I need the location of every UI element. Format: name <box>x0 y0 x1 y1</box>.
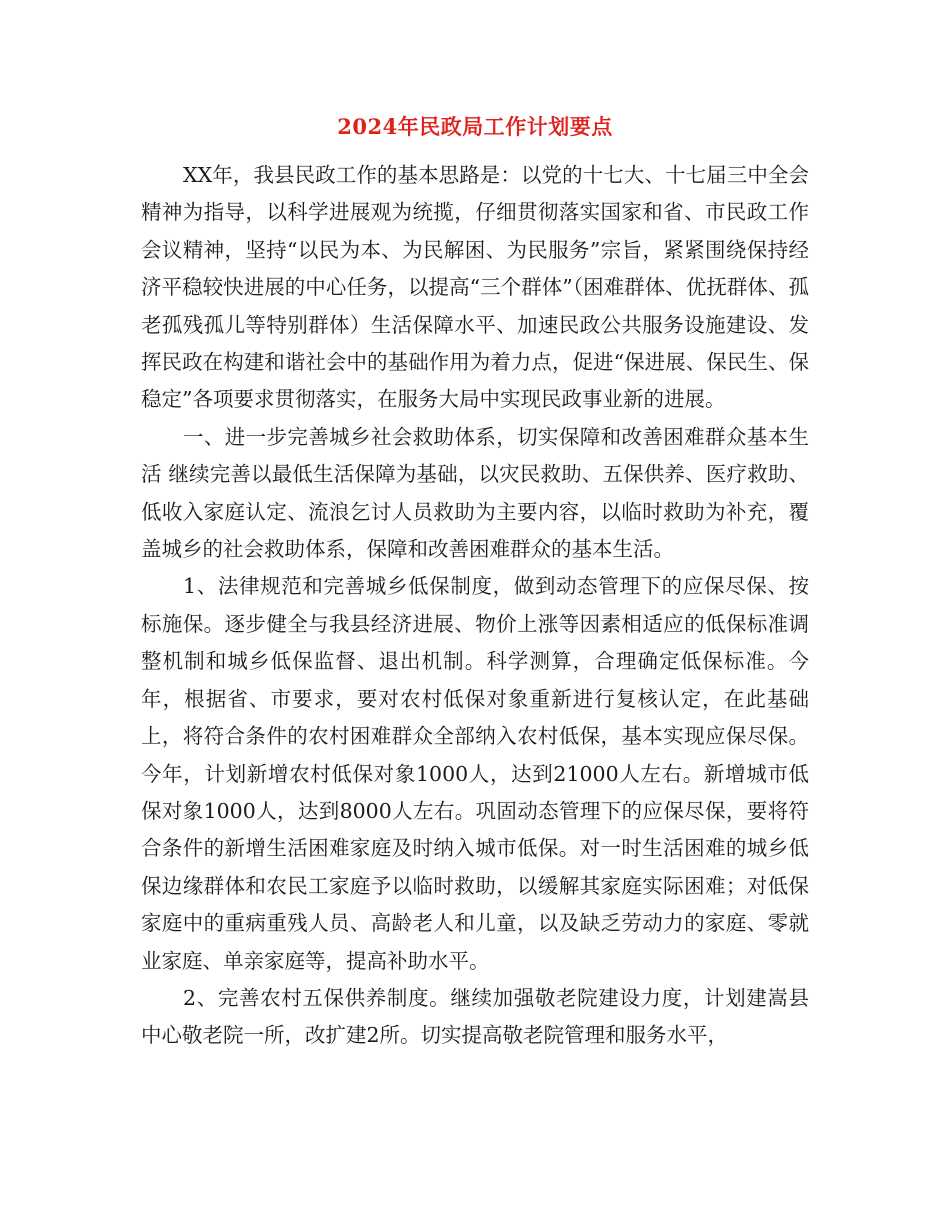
paragraph-section-1: 一、进一步完善城乡社会救助体系，切实保障和改善困难群众基本生活 继续完善以最低生活保障为基础，以灾民救助、五保供养、医疗救助、低收入家庭认定、流浪乞讨人员救助为主要内容，以临时救助为补充，覆盖城乡的社会救助体系，保障和改善困难群众的基本生活。 <box>141 424 809 562</box>
paragraph-item-2: 2、完善农村五保供养制度。继续加强敬老院建设力度，计划建嵩县中心敬老院一所，改扩建2所。切实提高敬老院管理和服务水平， <box>141 985 809 1048</box>
paragraph-intro: XX年，我县民政工作的基本思路是：以党的十七大、十七届三中全会精神为指导，以科学进展观为统揽，仔细贯彻落实国家和省、市民政工作会议精神，坚持“以民为本、为民解困、为民服务”宗旨，紧紧围绕保持经济平稳较快进展的中心任务，以提高“三个群体”（困难群体、优抚群体、孤老孤残孤儿等特别群体）生活保障水平、加速民政公共服务设施建设、发挥民政在构建和谐社会中的基础作用为着力点，促进“保进展、保民生、保稳定”各项要求贯彻落实，在服务大局中实现民政事业新的进展。 <box>141 163 809 412</box>
document-title: 2024年民政局工作计划要点 <box>337 114 613 139</box>
paragraph-item-1: 1、法律规范和完善城乡低保制度，做到动态管理下的应保尽保、按标施保。逐步健全与我县经济进展、物价上涨等因素相适应的低保标准调整机制和城乡低保监督、退出机制。科学测算，合理确定低保标准。今年，根据省、市要求，要对农村低保对象重新进行复核认定，在此基础上，将符合条件的农村困难群众全部纳入农村低保，基本实现应保尽保。今年，计划新增农村低保对象1000人，达到21000人左右。新增城市低保对象1000人，达到8000人左右。巩固动态管理下的应保尽保，要将符合条件的新增生活困难家庭及时纳入城市低保。对一时生活困难的城乡低保边缘群体和农民工家庭予以临时救助，以缓解其家庭实际困难；对低保家庭中的重病重残人员、高龄老人和儿童，以及缺乏劳动力的家庭、零就业家庭、单亲家庭等，提高补助水平。 <box>141 574 809 973</box>
document-body <box>141 157 809 1055</box>
